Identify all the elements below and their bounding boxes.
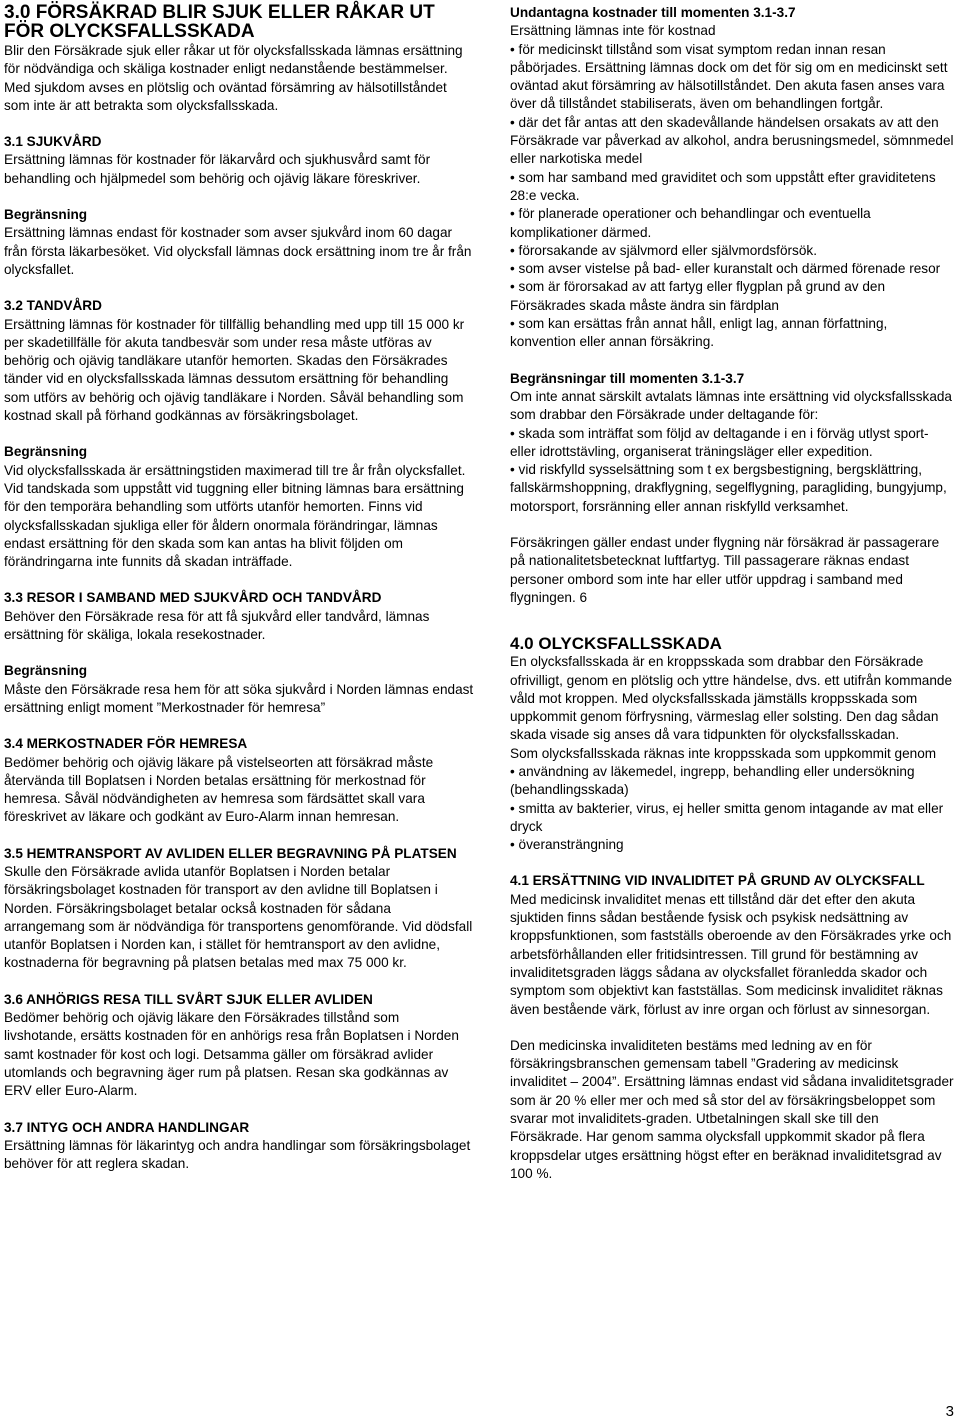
- section-3-1-heading: 3.1 SJUKVÅRD: [4, 134, 102, 150]
- section-3-7-text: Ersättning lämnas för läkarintyg och andra handlingar som försäkringsbolaget behöver för att reglera skadan.: [4, 1137, 471, 1172]
- list-item: • överansträngning: [510, 836, 954, 854]
- list-item: • som är förorsakad av att fartyg eller flygplan på grund av den Försäkrades skada måste ändra sin färdplan: [510, 278, 954, 315]
- section-3-5-heading: 3.5 HEMTRANSPORT AV AVLIDEN ELLER BEGRAVNING PÅ PLATSEN: [4, 845, 457, 861]
- section-3-3-limit-heading: Begränsning: [4, 663, 88, 679]
- list-item: • som kan ersättas från annat håll, enligt lag, annan författning, konvention eller annan försäkring.: [510, 315, 954, 352]
- list-item: • där det får antas att den skadevållande händelsen orsakats av att den Försäkrade var påverkad av alkohol, andra berusningsmedel, sömnmedel eller narkotiska medel: [510, 114, 954, 169]
- list-item: • användning av läkemedel, ingrepp, behandling eller undersökning (behandlingsskada): [510, 763, 954, 800]
- section-3-title: 3.0 FÖRSÄKRAD BLIR SJUK ELLER RÅKAR UT FÖR OLYCKSFALLSSKADA: [4, 2, 435, 42]
- exclusions-intro: Ersättning lämnas inte för kostnad: [510, 23, 716, 39]
- section-3-1-limit-text: Ersättning lämnas endast för kostnader som avser sjukvård inom 60 dagar från första läkarbesöket. Vid olycksfall lämnas dock ersättning inom tre år från olycksfallet.: [4, 225, 472, 277]
- section-3-2-limit-text: Vid olycksfallsskada är ersättningstiden maximerad till tre år från olycksfallet. Vid tandskada som uppstått vid tuggning eller bitning lämnas bara ersättning för den temporära behandling som utförts utanför hemorten. Finns vid olycksfallsskadan sjukliga eller för åldern onormala förändringar, lämnas endast ersättning för den skada som kan antas ha blivit följden om förändringarna inte funnits då skadan inträffade.: [4, 462, 466, 570]
- exclusions-heading: Undantagna kostnader till momenten 3.1-3.7: [510, 5, 796, 20]
- right-column: [510, 4, 954, 1183]
- section-4-1-text-2: Den medicinska invaliditeten bestäms med ledning av en för försäkringsbranschen gemensam tabell ”Gradering av medicinsk invaliditet – 2004”. Ersättning lämnas endast vid sådana invaliditetsgrader som är 20 % eller mer och med så stor del av försäkringsbeloppet som svarar mot invaliditets-graden. Utbetalningen skall ske till den Försäkrade. Har genom samma olycksfall uppkommit skador på flera kroppsdelar utges ersättning högst efter en beräknad invaliditetsgrad av 100 %.: [510, 1037, 954, 1181]
- section-3-6-text: Bedömer behörig och ojävig läkare den Försäkrades tillstånd som livshotande, ersätts kostnaden för en anhörigs resa från Boplatsen i Norden samt kostnader för kost och logi. Detsamma gäller om försäkrad avlider utomlands och begravning äger rum på platsen. Resan ska godkännas av ERV eller Euro-Alarm.: [4, 1010, 459, 1099]
- list-item: • förorsakande av självmord eller självmordsförsök.: [510, 242, 954, 260]
- section-3-7-heading: 3.7 INTYG OCH ANDRA HANDLINGAR: [4, 1119, 250, 1135]
- list-item: • för planerade operationer och behandlingar och eventuella komplikationer därmed.: [510, 205, 954, 242]
- section-3-1-text: Ersättning lämnas för kostnader för läkarvård och sjukhusvård samt för behandling och hjälpmedel som behörig och ojävig läkare föreskriver.: [4, 152, 431, 186]
- list-item: • som avser vistelse på bad- eller kuranstalt och därmed förenade resor: [510, 260, 954, 278]
- list-item: • för medicinskt tillstånd som visat symptom redan innan resan påbörjades. Ersättning lämnas dock om det för sig om en medicinskt sett oväntad akut försämring av hälsotillståndet. Den akuta fasen anses vara över då tillståndet stabiliserats, även om behandlingen fortgår.: [510, 41, 954, 114]
- section-3-1-limit-heading: Begränsning: [4, 207, 88, 223]
- section-3-5-text: Skulle den Försäkrade avlida utanför Boplatsen i Norden betalar försäkringsbolaget kostnaden för transport av den avlidne till Boplatsen i Norden. Försäkringsbolaget betalar också kostnaden för sådana arrangemang som är nödvändiga för transportens genomförande. Vid dödsfall utanför Boplatsen i Norden kan, i stället för hemtransport av den avlidne, kostnaderna för begravning på platsen betalas med max 75 000 kr.: [4, 863, 473, 971]
- section-4-1-heading: 4.1 ERSÄTTNING VID INVALIDITET PÅ GRUND AV OLYCKSFALL: [510, 873, 925, 889]
- page-number: 3: [945, 1403, 954, 1420]
- section-4-text: En olycksfallsskada är en kroppsskada som drabbar den Försäkrade ofrivilligt, genom en plötslig och yttre händelse, dvs. ett utifrån kommande våld mot kroppen. Med olycksfallsskada jämställs kroppsskada som uppkommit genom förfrysning, värmeslag eller solsting. Den dag sådan skada visade sig anses då vara tidpunkten för olycksfallsskadan.: [510, 654, 953, 743]
- section-3-3-text: Behöver den Försäkrade resa för att få sjukvård eller tandvård, lämnas ersättning för skäliga, lokala resekostnader.: [4, 608, 430, 643]
- list-item: • vid riskfylld sysselsättning som t ex bergsbestigning, bergsklättring, fallskärmshoppning, drakflygning, segelflygning, paragliding, bungyjump, motorsport, forsränning eller annan riskfylld verksamhet.: [510, 461, 954, 516]
- section-3-4-heading: 3.4 MERKOSTNADER FÖR HEMRESA: [4, 736, 248, 752]
- section-3-3-heading: 3.3 RESOR I SAMBAND MED SJUKVÅRD OCH TANDVÅRD: [4, 590, 382, 606]
- section-4-heading: 4.0 OLYCKSFALLSSKADA: [510, 634, 722, 654]
- flight-text: Försäkringen gäller endast under flygning när försäkrad är passagerare på nationalitetsbetecknat luftfartyg. Till passagerare räknas endast personer ombord som inte har eller utför uppdrag i samband med flygningen. 6: [510, 535, 940, 605]
- limitations-heading: Begränsningar till momenten 3.1-3.7: [510, 370, 745, 386]
- list-item: • smitta av bakterier, virus, ej heller smitta genom intagande av mat eller dryck: [510, 800, 954, 837]
- list-item: • som har samband med graviditet och som uppstått efter graviditetens 28:e vecka.: [510, 169, 954, 206]
- section-4-text-2: Som olycksfallsskada räknas inte kroppsskada som uppkommit genom: [510, 745, 937, 761]
- section-3-4-text: Bedömer behörig och ojävig läkare på vistelseorten att försäkrad måste återvända till Boplatsen i Norden betalas ersättning för merkostnad för hemresa. Såväl nödvändigheten av hemresa som färdsättet skall vara föreskrivet av läkare och godkänt av Euro-Alarm innan hemresan.: [4, 754, 434, 825]
- left-column: [4, 4, 474, 1173]
- section-3-intro: Blir den Försäkrade sjuk eller råkar ut för olycksfallsskada lämnas ersättning för nödvändiga och skäliga kostnader enligt nedanstående bestämmelser. Med sjukdom avses en plötslig och oväntad försämring av hälsotillståndet som inte är att betrakta som olycksfallsskada.: [4, 43, 463, 113]
- section-4-1-text: Med medicinsk invaliditet menas ett tillstånd där det efter den akuta sjuktiden finns sådan bestående fysisk och psykisk nedsättning av kroppsfunktionen, som fastställs oberoende av den Försäkrades yrke och arbetsförhållanden eller fritidsintressen. Till grund för bestämning av invaliditetsgraden läggs sådana av olycksfallet föranledda skador och symptom som objektivt kan fastställas. Som medicinsk invaliditet räknas även bestående värk, förlust av inre organ och förlust av sinnesorgan.: [510, 891, 952, 1017]
- limitations-intro: Om inte annat särskilt avtalats lämnas inte ersättning vid olycksfallsskada som drabbar den Försäkrade under deltagande för:: [510, 388, 952, 423]
- list-item: • skada som inträffat som följd av deltagande i en i förväg utlyst sport- eller idrottstävling, organiserat träningsläger eller expedition.: [510, 425, 954, 462]
- section-3-2-text: Ersättning lämnas för kostnader för tillfällig behandling med upp till 15 000 kr per skadetillfälle för akuta tandbesvär som under resa måste utföras av behörig och ojävig tandläkare utanför hemorten. Skadas den Försäkrades tänder vid en olycksfallsskada lämnas dessutom ersättning för behandling som utförs av behörig och ojävig tandläkare i Norden. Såväl behandling som kostnad skall på förhand godkännas av försäkringsbolaget.: [4, 316, 465, 424]
- section-3-2-limit-heading: Begränsning: [4, 444, 88, 460]
- section-3-2-heading: 3.2 TANDVÅRD: [4, 298, 102, 314]
- section-3-3-limit-text: Måste den Försäkrade resa hem för att söka sjukvård i Norden lämnas endast ersättning enligt moment ”Merkostnader för hemresa”: [4, 681, 474, 715]
- section-3-6-heading: 3.6 ANHÖRIGS RESA TILL SVÅRT SJUK ELLER AVLIDEN: [4, 991, 373, 1007]
